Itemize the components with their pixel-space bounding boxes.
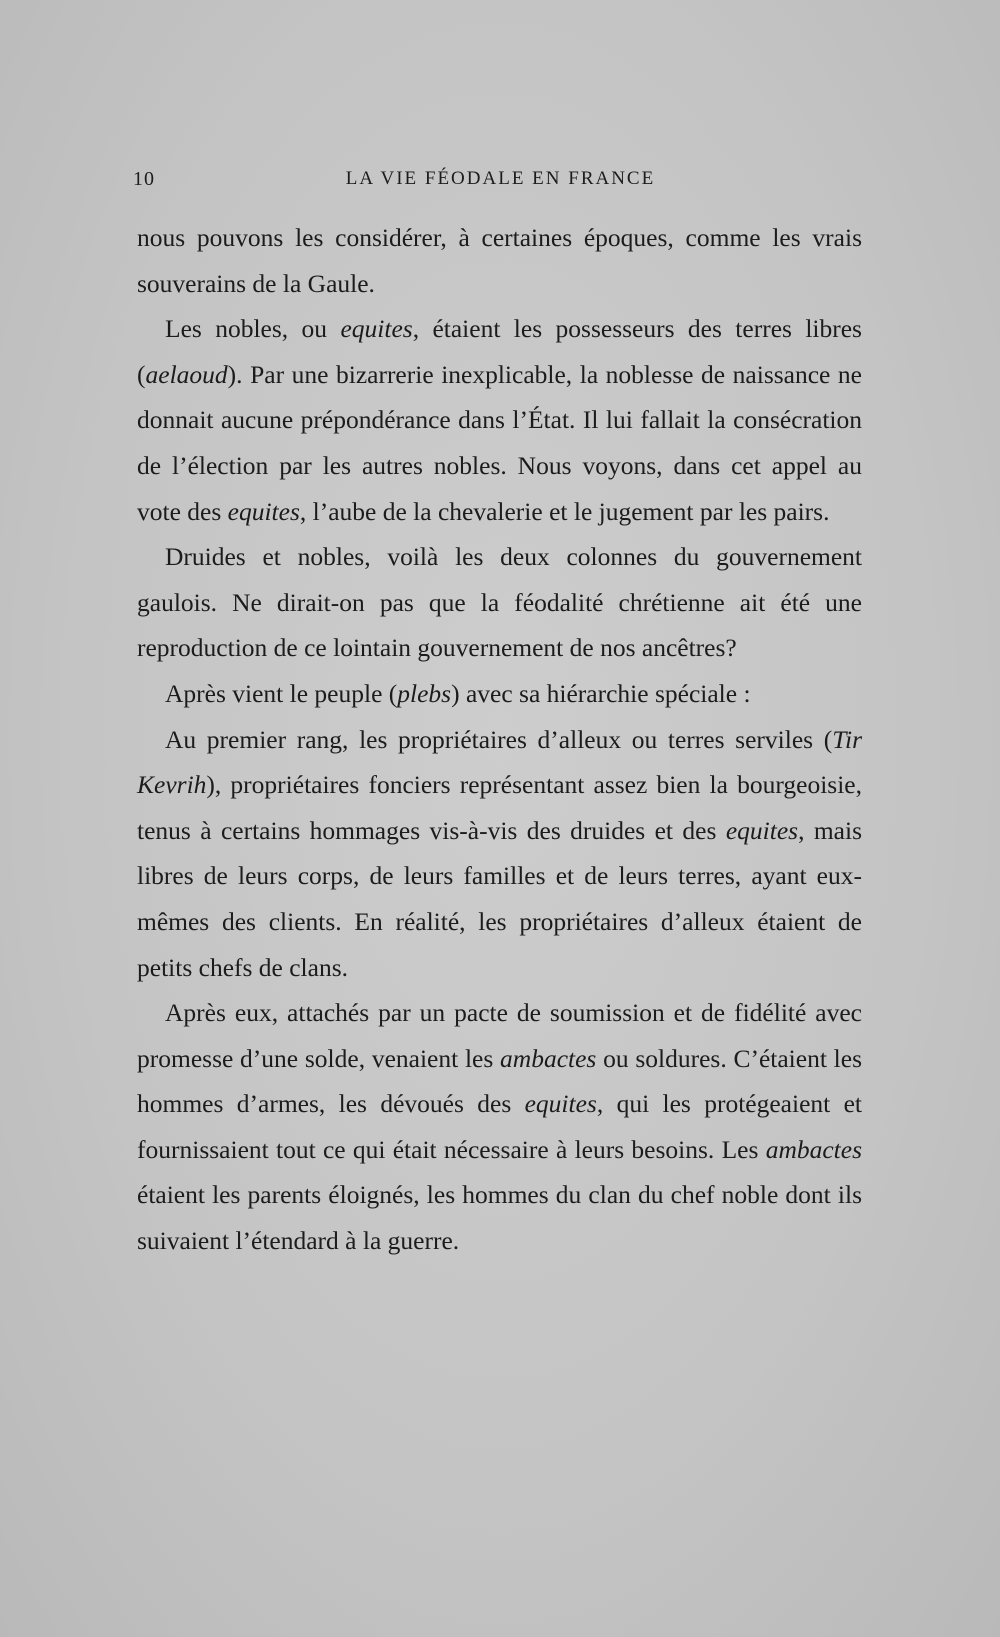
italic-term: equites: [524, 1089, 597, 1119]
text-run: , l’aube de la chevalerie et le jugement par les pairs.: [299, 496, 830, 526]
paragraph: [137, 671, 862, 717]
paragraph: [137, 215, 862, 306]
text-run: Druides et nobles, voilà les deux colonnes du gouvernement gaulois. Ne dirait-on pas que la féodalité chrétienne ait été une reproduction de ce lointain gouvernement de nos ancêtres?: [137, 542, 862, 663]
running-title: LA VIE FÉODALE EN FRANCE: [345, 168, 656, 189]
text-run: , qui les protégeaient et fournissaient tout ce qui était nécessaire à leurs besoins. Les: [137, 1089, 862, 1164]
italic-term: ambactes: [500, 1043, 597, 1073]
text-run: ou soldures. C’étaient les hommes d’armes, les dévoués des: [137, 1043, 862, 1119]
italic-term: equites: [725, 815, 799, 845]
italic-term: equites: [227, 496, 300, 526]
italic-term: aelaoud: [145, 359, 228, 389]
italic-term: Tir Kevrih: [137, 724, 862, 800]
text-run: nous pouvons les considérer, à certaines époques, comme les vrais souverains de la Gaule.: [137, 223, 862, 298]
text-run: Les nobles, ou: [165, 314, 341, 344]
text-run: , mais libres de leurs corps, de leurs familles et de leurs terres, ayant eux-mêmes des clients. En réalité, les propriétaires d’alleux étaient de petits chefs de clans.: [137, 815, 863, 982]
text-run: Au premier rang, les propriétaires d’alleux ou terres serviles (: [165, 724, 833, 754]
paragraph: [137, 717, 862, 991]
text-run: Après eux, attachés par un pacte de soumission et de fidélité avec promesse d’une solde, venaient les: [137, 998, 862, 1073]
text-run: étaient les parents éloignés, les hommes du clan du chef noble dont ils suivaient l’étendard à la guerre.: [137, 1180, 862, 1256]
text-run: ) avec sa hiérarchie spéciale :: [451, 678, 751, 708]
paragraph: [137, 306, 862, 534]
page-number: 10: [133, 168, 155, 190]
italic-term: equites: [340, 314, 413, 344]
running-head: [133, 168, 868, 198]
paragraph: [137, 534, 862, 671]
body-text: [137, 215, 862, 1264]
text-run: Après vient le peuple (: [165, 678, 398, 708]
text-run: ), propriétaires fonciers représentant assez bien la bourgeoisie, tenus à certains hommages vis-à-vis des druides et des: [137, 770, 862, 845]
text-run: , étaient les possesseurs des terres libres (: [137, 314, 862, 389]
text-run: ). Par une bizarrerie inexplicable, la noblesse de naissance ne donnait aucune prépondérance dans l’État. Il lui fallait la consécration de l’élection par les autres nobles. Nous voyons, dans cet appel au vote des: [137, 359, 862, 526]
italic-term: ambactes: [765, 1134, 862, 1164]
paragraph: [137, 990, 862, 1264]
italic-term: plebs: [397, 678, 452, 708]
